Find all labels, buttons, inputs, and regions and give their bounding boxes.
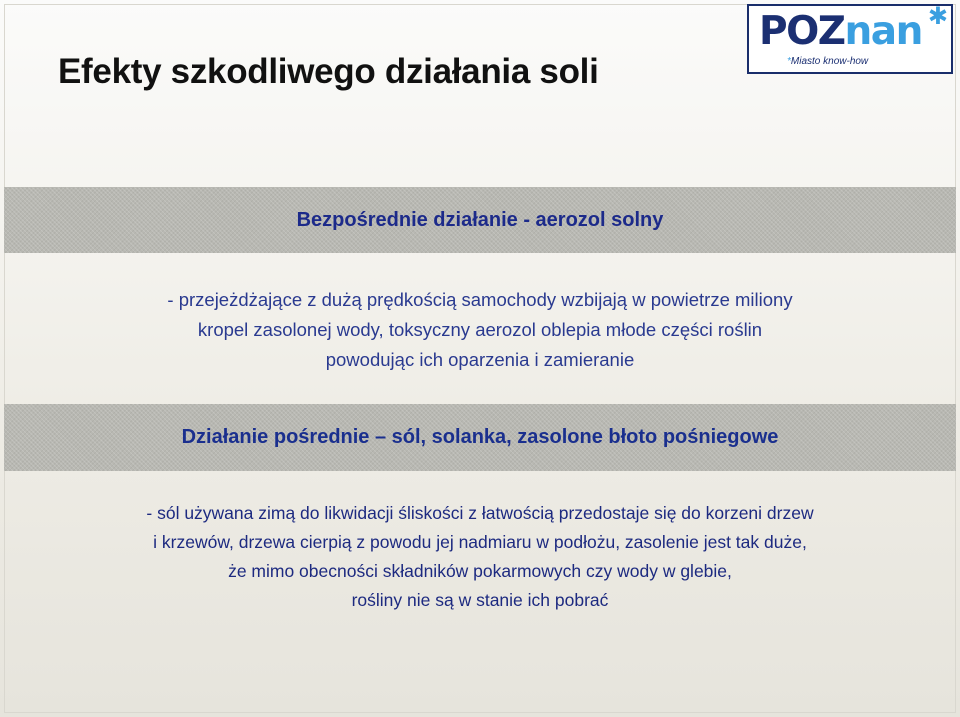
poznan-logo [747, 4, 953, 74]
logo-tagline-text: Miasto know-how [790, 56, 869, 67]
logo-tagline [787, 56, 868, 67]
section1-line: - przejeżdżające z dużą prędkością samochody wzbijają w powietrze miliony [167, 289, 793, 310]
section1-line: kropel zasolonej wody, toksyczny aerozol oblepia młode części roślin [197, 319, 763, 340]
logo-wordmark [759, 9, 922, 54]
logo-wordmark-part2: nan [844, 9, 922, 54]
slide-title: Efekty szkodliwego działania soli [58, 52, 599, 91]
section2-line: że mimo obecności składników pokarmowych czy wody w glebie, [228, 561, 732, 581]
section1-heading-band [4, 187, 956, 253]
section2-heading-band [4, 404, 956, 471]
section1-heading: Bezpośrednie działanie - aerozol solny [296, 208, 664, 231]
star-icon: ✱ [927, 3, 948, 30]
section2-heading: Działanie pośrednie – sól, solanka, zasolone błoto pośniegowe [181, 426, 779, 448]
section2-line: - sól używana zimą do likwidacji śliskości z łatwością przedostaje się do korzeni drzew [146, 503, 814, 523]
section1-line: powodując ich oparzenia i zamieranie [325, 349, 635, 370]
section2-body [0, 499, 960, 615]
section2-line: i krzewów, drzewa cierpią z powodu jej nadmiaru w podłożu, zasolenie jest tak duże, [153, 532, 807, 552]
logo-tagline-star: * [787, 56, 791, 67]
section1-body [0, 285, 960, 375]
logo-wordmark-part1: POZ [759, 9, 845, 54]
section2-line: rośliny nie są w stanie ich pobrać [351, 590, 609, 610]
